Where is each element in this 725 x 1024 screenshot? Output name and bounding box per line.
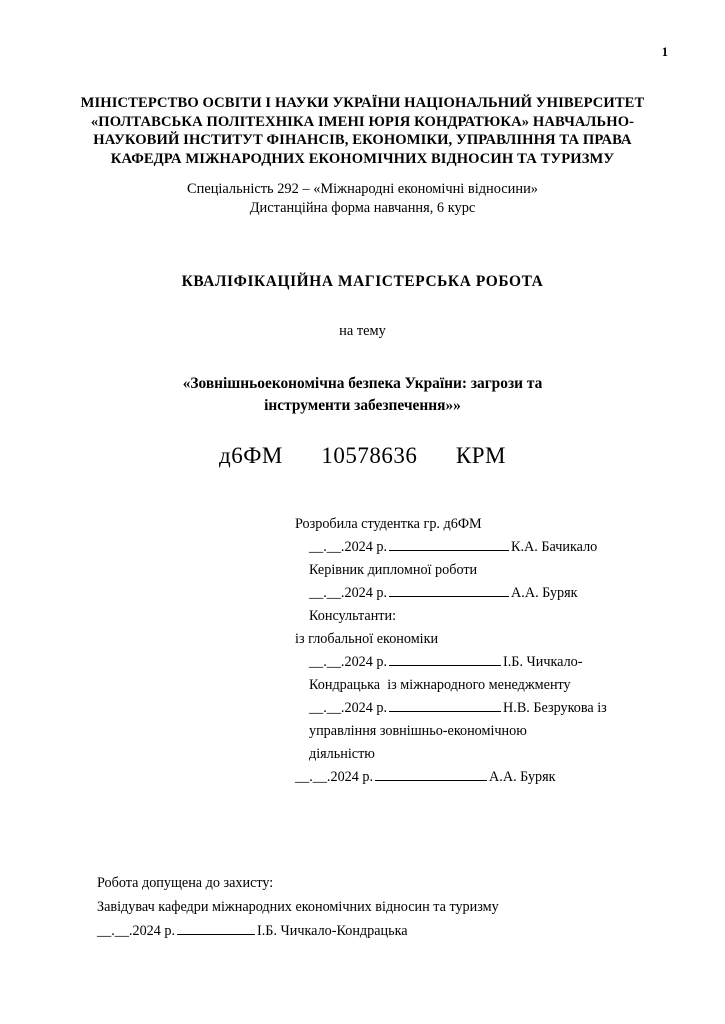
consultant1-signature-line (295, 651, 625, 674)
student-name: К.А. Бачикало (511, 539, 598, 556)
student-date-prefix: __.__.2024 р. (309, 539, 388, 556)
consultant3-signature-line (295, 766, 625, 789)
consultant2-signature-line (295, 697, 625, 720)
head-of-department-line: Завідувач кафедри міжнародних економічних відносин та туризму (97, 898, 499, 915)
consultant2-area: із міжнародного менеджменту (387, 677, 571, 694)
institution-line-3: НАУКОВИЙ ІНСТИТУТ ФІНАНСІВ, ЕКОНОМІКИ, УПРАВЛІННЯ ТА ПРАВА (93, 132, 632, 149)
page-number: 1 (661, 45, 668, 59)
head-signature-line (97, 920, 499, 944)
topic-line-2: інструменти забезпечення»» (264, 396, 461, 414)
consultant3-area-line-2: діяльністю (309, 746, 375, 763)
topic-label: на тему (339, 322, 386, 339)
consultant3-date-prefix: __.__.2024 р. (295, 769, 374, 786)
admission-block (97, 872, 499, 944)
student-signature-rule (389, 537, 509, 551)
consultants-label-line: Консультанти: (309, 608, 397, 625)
head-name: І.Б. Чичкало-Кондрацька (257, 922, 408, 939)
work-code (55, 443, 670, 469)
consultant2-name: Н.В. Безрукова із (503, 700, 607, 717)
signature-block (295, 513, 625, 789)
head-signature-rule (177, 920, 255, 934)
institution-header (55, 94, 670, 169)
speciality-line: Спеціальність 292 – «Міжнародні економічні відносини» (187, 180, 538, 197)
consultant1-name-part1: І.Б. Чичкало- (503, 654, 583, 671)
supervisor-signature-rule (389, 583, 509, 597)
supervisor-name: А.А. Буряк (511, 585, 578, 602)
code-group: д6ФМ (219, 443, 283, 469)
consultant1-signature-rule (389, 652, 501, 666)
admission-line: Робота допущена до захисту: (97, 875, 274, 891)
institution-line-1: МІНІСТЕРСТВО ОСВІТИ І НАУКИ УКРАЇНИ НАЦІОНАЛЬНИЙ УНІВЕРСИТЕТ (80, 95, 645, 111)
supervisor-date-prefix: __.__.2024 р. (309, 585, 388, 602)
topic-title (55, 373, 670, 418)
institution-line-4: КАФЕДРА МІЖНАРОДНИХ ЕКОНОМІЧНИХ ВІДНОСИН ТА ТУРИЗМУ (110, 151, 615, 168)
student-signature-line (295, 536, 625, 559)
head-date-prefix: __.__.2024 р. (97, 922, 176, 939)
consultant1-date-prefix: __.__.2024 р. (309, 654, 388, 671)
speciality-block (55, 180, 670, 219)
code-suffix: КРМ (455, 443, 506, 469)
topic-line-1: «Зовнішньоекономічна безпека України: загрози та (182, 374, 543, 392)
work-type-title: КВАЛІФІКАЦІЙНА МАГІСТЕРСЬКА РОБОТА (181, 272, 544, 290)
institution-line-2: «ПОЛТАВСЬКА ПОЛІТЕХНІКА ІМЕНІ ЮРІЯ КОНДРАТЮКА» НАВЧАЛЬНО- (90, 113, 635, 130)
consultant1-name-part2: Кондрацька (309, 677, 381, 694)
consultant2-date-prefix: __.__.2024 р. (309, 700, 388, 717)
consultant1-area-line: із глобальної економіки (295, 631, 439, 648)
developed-by-line: Розробила студентка гр. д6ФМ (295, 516, 482, 533)
code-number: 10578636 (321, 443, 418, 469)
consultant3-area-line-1: управління зовнішньо-економічною (309, 723, 527, 740)
study-form-line: Дистанційна форма навчання, 6 курс (249, 200, 476, 217)
consultant3-name: А.А. Буряк (489, 769, 556, 786)
supervisor-signature-line (295, 582, 625, 605)
consultant3-signature-rule (375, 767, 487, 781)
consultant2-signature-rule (389, 698, 501, 712)
consultant1-name-continuation-line (295, 674, 625, 697)
supervisor-label-line: Керівник дипломної роботи (309, 562, 478, 579)
